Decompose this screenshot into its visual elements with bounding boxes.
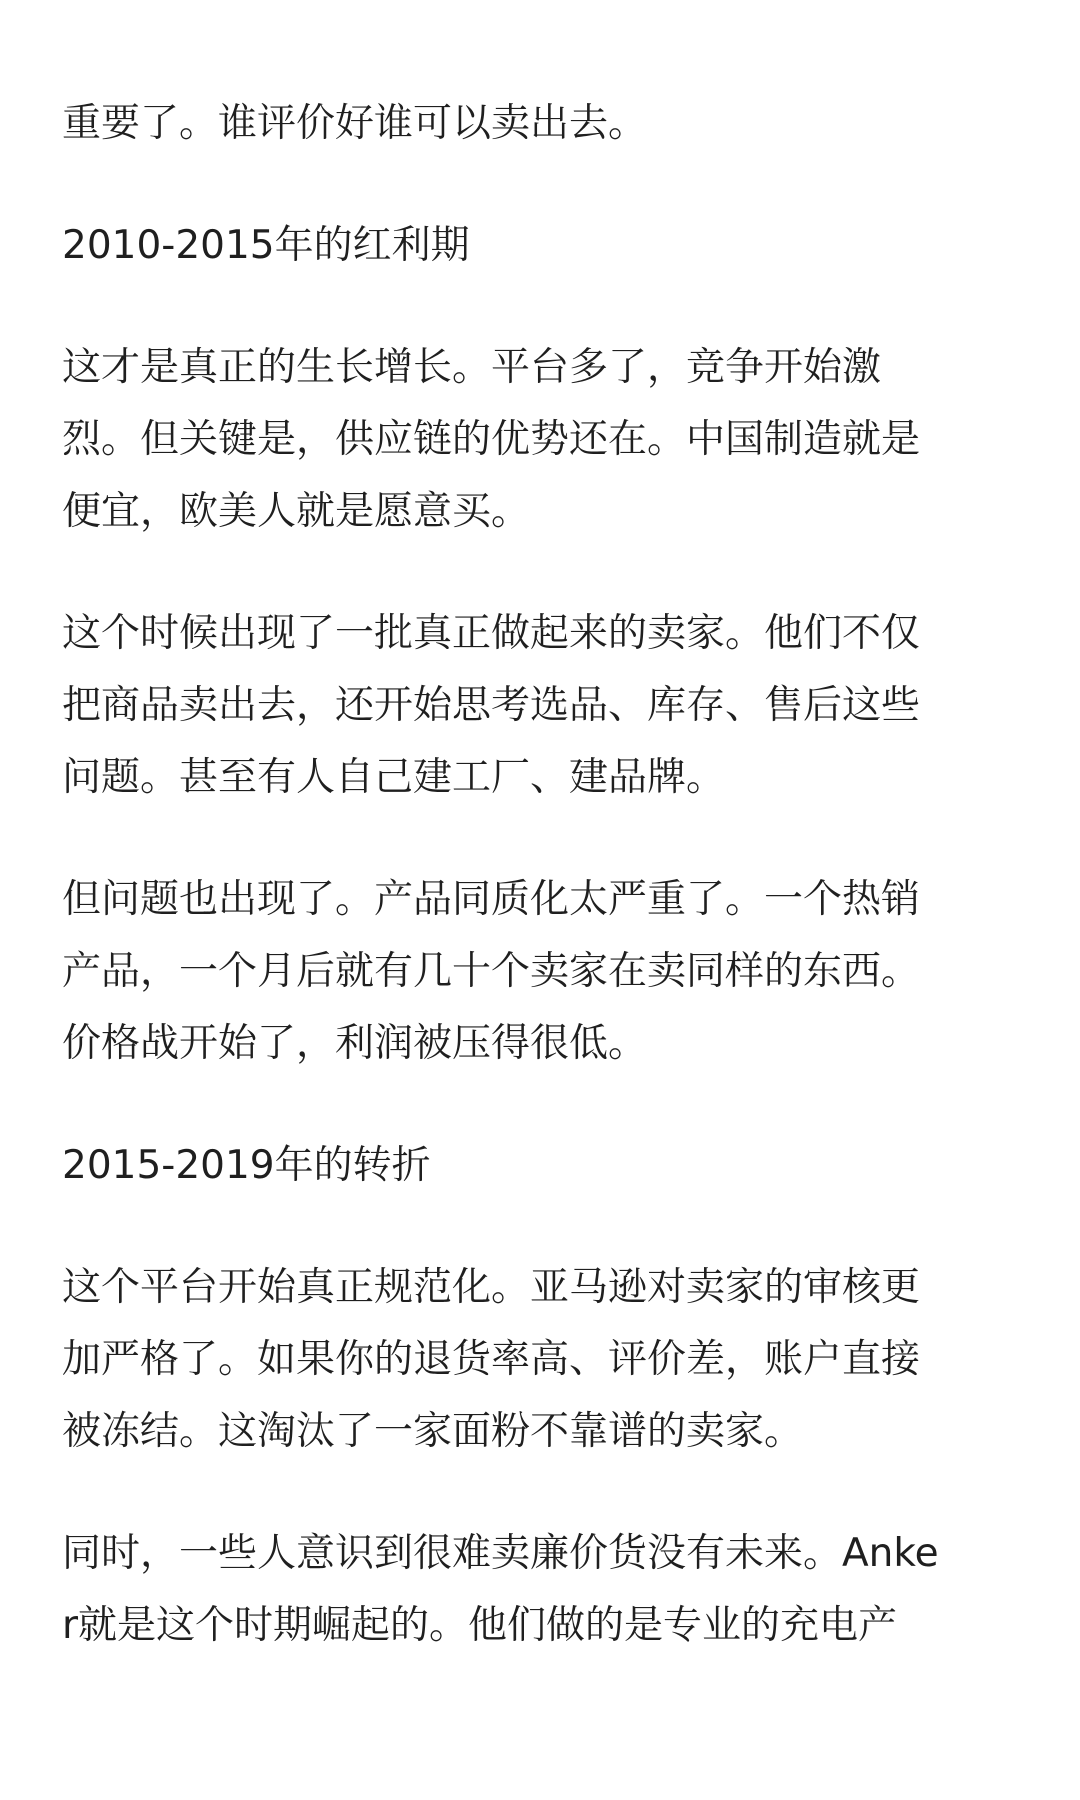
paragraph-anker: 同时，一些人意识到很难卖廉价货没有未来。Anke r就是这个时期崛起的。他们做的是专业的充电产: [62, 1531, 939, 1648]
paragraph-intro: 重要了。谁评价好谁可以卖出去。: [62, 101, 648, 146]
article-body: [62, 88, 1022, 1712]
paragraph-problems: 但问题也出现了。产品同质化太严重了。一个热销 产品，一个月后就有几十个卖家在卖同样的东西。 价格战开始了，利润被压得很低。: [62, 877, 921, 1066]
paragraph-regulation: 这个平台开始真正规范化。亚马逊对卖家的审核更 加严格了。如果你的退货率高、评价差，账户直接 被冻结。这淘汰了一家面粉不靠谱的卖家。: [62, 1265, 921, 1454]
section-heading-2010-2015: 2010-2015年的红利期: [62, 223, 470, 268]
paragraph-growth: 这才是真正的生长增长。平台多了，竞争开始激 烈。但关键是，供应链的优势还在。中国制造就是 便宜，欧美人就是愿意买。: [62, 345, 921, 534]
section-heading-2015-2019: 2015-2019年的转折: [62, 1143, 431, 1188]
paragraph-sellers: 这个时候出现了一批真正做起来的卖家。他们不仅 把商品卖出去，还开始思考选品、库存、售后这些 问题。甚至有人自己建工厂、建品牌。: [62, 611, 921, 800]
